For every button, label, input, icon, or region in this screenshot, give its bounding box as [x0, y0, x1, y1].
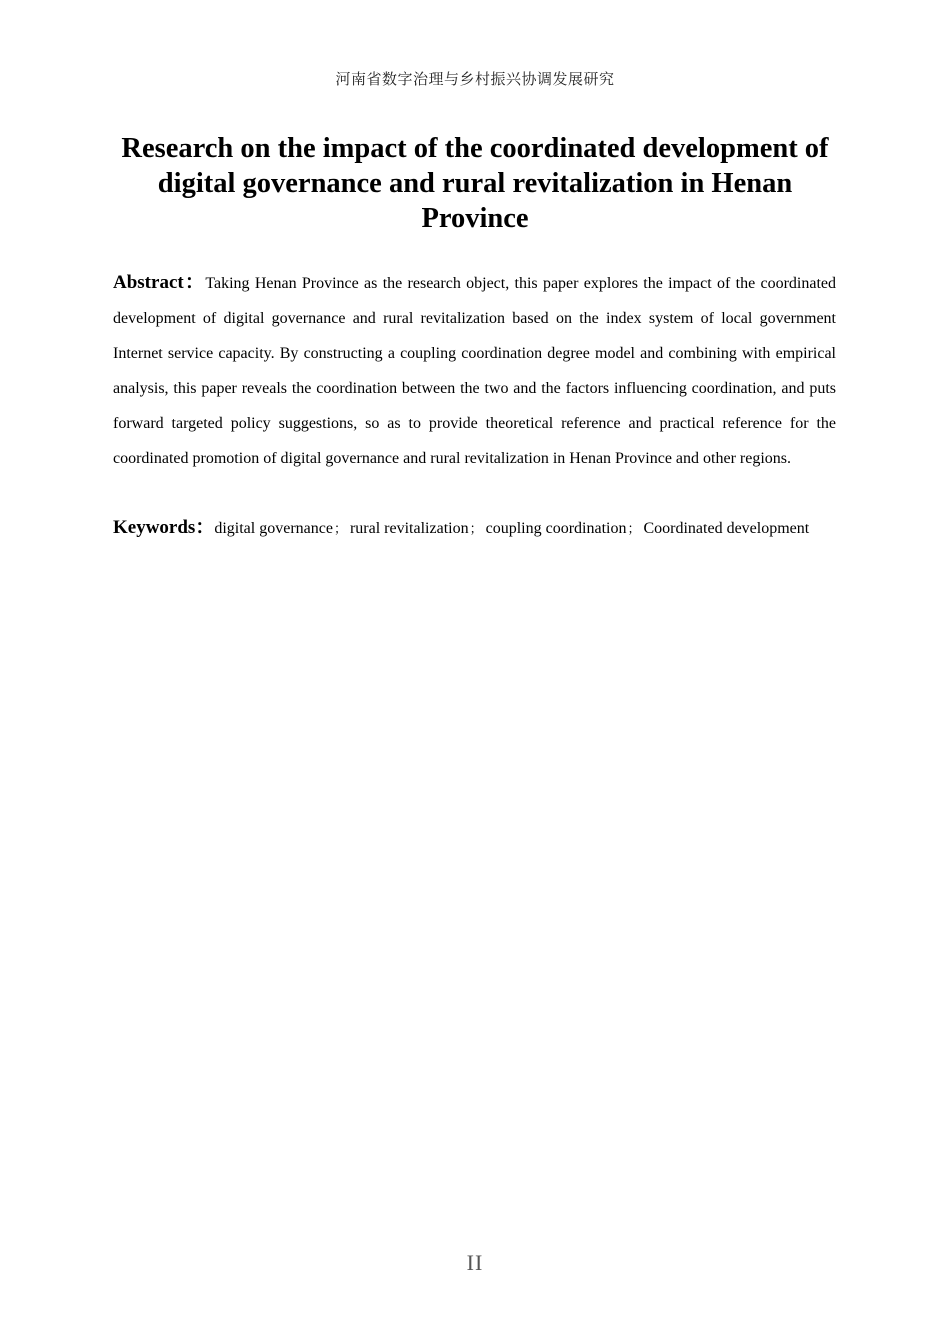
keyword-item: Coordinated development [643, 520, 810, 537]
keyword-item: coupling coordination [485, 520, 627, 537]
keyword-item: rural revitalization [349, 520, 469, 537]
keyword-separator: ； [627, 522, 641, 537]
running-header: 河南省数字治理与乡村振兴协调发展研究 [335, 70, 615, 88]
keyword-separator: ； [469, 522, 483, 537]
keyword-item: digital governance [214, 520, 333, 537]
abstract-text: Taking Henan Province as the research object, this paper explores the impact of the coordinated development of digital governance and rural revitalization based on the index system of local government Internet service capacity. By constructing a coupling coordination degree model and combining with empirical analysis, this paper reveals the coordination between the two and the factors influencing coordination, and puts forward targeted policy suggestions, so as to provide theoretical reference and practical reference for the coordinated promotion of digital governance and rural revitalization in Henan Province and other regions. [113, 275, 836, 467]
page-number: II [466, 1250, 484, 1275]
abstract-paragraph [113, 265, 836, 476]
keywords-label: Keywords： [113, 517, 215, 538]
keyword-separator: ； [333, 522, 347, 537]
abstract-label: Abstract： [113, 272, 206, 293]
keywords-line [113, 510, 853, 547]
paper-title: Research on the impact of the coordinated development of digital governance and rural revitalization in Henan Province [121, 133, 829, 234]
